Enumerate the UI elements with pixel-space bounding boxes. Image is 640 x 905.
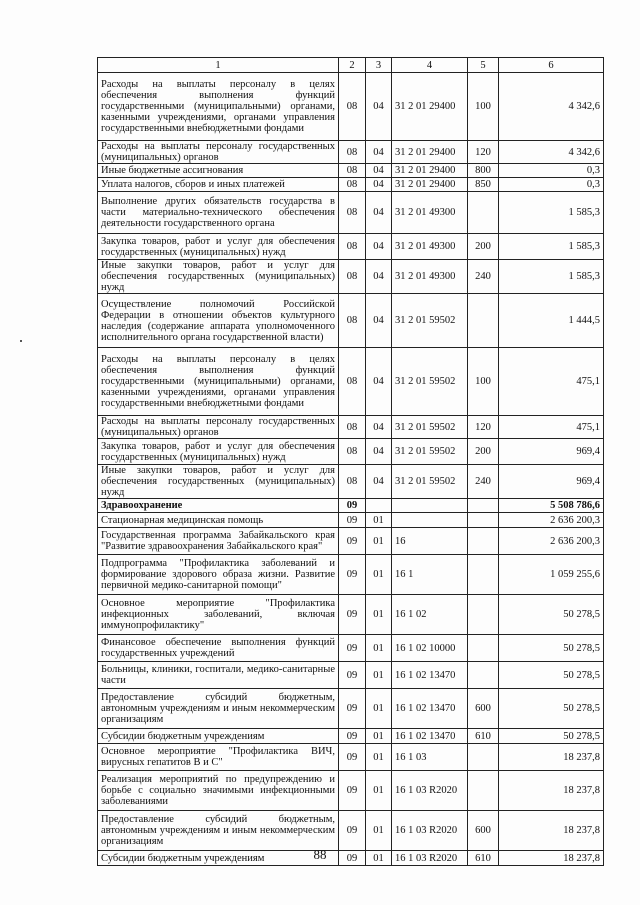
row-subsection-cell: 04 bbox=[366, 164, 392, 178]
row-section-cell: 08 bbox=[339, 465, 366, 499]
row-amount-cell: 2 636 200,3 bbox=[499, 513, 604, 528]
header-col-3: 3 bbox=[366, 58, 392, 73]
budget-table bbox=[97, 57, 604, 866]
table-row bbox=[98, 178, 604, 192]
scan-artifact bbox=[20, 340, 22, 342]
row-expense-type-cell bbox=[468, 595, 499, 635]
row-section-cell: 09 bbox=[339, 851, 366, 866]
row-amount-cell: 475,1 bbox=[499, 348, 604, 416]
header-col-6: 6 bbox=[499, 58, 604, 73]
row-expense-type-cell bbox=[468, 555, 499, 595]
row-section-cell: 09 bbox=[339, 771, 366, 811]
table-row bbox=[98, 689, 604, 729]
row-amount-cell: 50 278,5 bbox=[499, 729, 604, 744]
row-target-article-cell: 31 2 01 59502 bbox=[392, 348, 468, 416]
row-name-cell: Государственная программа Забайкальского края "Развитие здравоохранения Забайкальского края" bbox=[98, 528, 339, 555]
row-target-article-cell: 16 1 03 R2020 bbox=[392, 771, 468, 811]
header-col-4: 4 bbox=[392, 58, 468, 73]
row-section-cell: 08 bbox=[339, 234, 366, 260]
row-subsection-cell: 01 bbox=[366, 851, 392, 866]
table-row bbox=[98, 73, 604, 141]
row-section-cell: 09 bbox=[339, 595, 366, 635]
row-amount-cell: 1 059 255,6 bbox=[499, 555, 604, 595]
table-row bbox=[98, 811, 604, 851]
row-name-cell: Закупка товаров, работ и услуг для обеспечения государственных (муниципальных) нужд bbox=[98, 234, 339, 260]
row-target-article-cell: 16 1 02 10000 bbox=[392, 635, 468, 662]
row-subsection-cell: 04 bbox=[366, 416, 392, 439]
row-name-cell: Стационарная медицинская помощь bbox=[98, 513, 339, 528]
row-target-article-cell: 16 1 03 R2020 bbox=[392, 851, 468, 866]
row-expense-type-cell bbox=[468, 528, 499, 555]
row-subsection-cell: 01 bbox=[366, 528, 392, 555]
row-expense-type-cell: 610 bbox=[468, 851, 499, 866]
row-name-cell: Расходы на выплаты персоналу в целях обеспечения выполнения функций государственными (муниципальными) органами, казенными учреждениями, органами управления государственными внебюджетными фондами bbox=[98, 348, 339, 416]
row-target-article-cell: 31 2 01 59502 bbox=[392, 294, 468, 348]
row-amount-cell: 969,4 bbox=[499, 465, 604, 499]
row-expense-type-cell bbox=[468, 294, 499, 348]
row-target-article-cell: 31 2 01 29400 bbox=[392, 141, 468, 164]
row-target-article-cell: 16 bbox=[392, 528, 468, 555]
row-target-article-cell: 31 2 01 49300 bbox=[392, 234, 468, 260]
row-expense-type-cell: 240 bbox=[468, 260, 499, 294]
row-target-article-cell: 31 2 01 29400 bbox=[392, 178, 468, 192]
row-expense-type-cell bbox=[468, 499, 499, 513]
row-target-article-cell: 16 1 02 bbox=[392, 595, 468, 635]
header-col-1: 1 bbox=[98, 58, 339, 73]
row-amount-cell: 18 237,8 bbox=[499, 744, 604, 771]
row-section-cell: 09 bbox=[339, 662, 366, 689]
row-name-cell: Уплата налогов, сборов и иных платежей bbox=[98, 178, 339, 192]
row-amount-cell: 18 237,8 bbox=[499, 851, 604, 866]
row-subsection-cell: 01 bbox=[366, 555, 392, 595]
row-subsection-cell: 04 bbox=[366, 73, 392, 141]
row-section-cell: 08 bbox=[339, 439, 366, 465]
row-section-cell: 08 bbox=[339, 178, 366, 192]
row-expense-type-cell bbox=[468, 635, 499, 662]
row-expense-type-cell: 600 bbox=[468, 811, 499, 851]
table-row bbox=[98, 555, 604, 595]
row-amount-cell: 50 278,5 bbox=[499, 595, 604, 635]
table-row bbox=[98, 192, 604, 234]
row-expense-type-cell bbox=[468, 771, 499, 811]
table-row bbox=[98, 465, 604, 499]
row-name-cell: Расходы на выплаты персоналу в целях обеспечения выполнения функций государственными (муниципальными) органами, казенными учреждениями, органами управления государственными внебюджетными фондами bbox=[98, 73, 339, 141]
table-row bbox=[98, 416, 604, 439]
row-subsection-cell: 01 bbox=[366, 662, 392, 689]
row-section-cell: 09 bbox=[339, 729, 366, 744]
row-name-cell: Здравоохранение bbox=[98, 499, 339, 513]
row-subsection-cell: 01 bbox=[366, 513, 392, 528]
row-name-cell: Субсидии бюджетным учреждениям bbox=[98, 729, 339, 744]
row-section-cell: 08 bbox=[339, 294, 366, 348]
row-subsection-cell: 01 bbox=[366, 635, 392, 662]
row-subsection-cell: 04 bbox=[366, 465, 392, 499]
row-subsection-cell bbox=[366, 499, 392, 513]
row-name-cell: Реализация мероприятий по предупреждению и борьбе с социально значимыми инфекционными заболеваниями bbox=[98, 771, 339, 811]
row-target-article-cell bbox=[392, 513, 468, 528]
row-target-article-cell: 31 2 01 59502 bbox=[392, 439, 468, 465]
row-amount-cell: 1 444,5 bbox=[499, 294, 604, 348]
table-row bbox=[98, 499, 604, 513]
table-row bbox=[98, 595, 604, 635]
row-expense-type-cell: 100 bbox=[468, 348, 499, 416]
row-section-cell: 09 bbox=[339, 513, 366, 528]
row-name-cell: Финансовое обеспечение выполнения функций государственных учреждений bbox=[98, 635, 339, 662]
row-target-article-cell: 31 2 01 49300 bbox=[392, 260, 468, 294]
row-target-article-cell: 31 2 01 29400 bbox=[392, 73, 468, 141]
row-section-cell: 09 bbox=[339, 689, 366, 729]
row-section-cell: 08 bbox=[339, 73, 366, 141]
row-amount-cell: 475,1 bbox=[499, 416, 604, 439]
row-name-cell: Иные закупки товаров, работ и услуг для обеспечения государственных (муниципальных) нужд bbox=[98, 260, 339, 294]
row-subsection-cell: 04 bbox=[366, 192, 392, 234]
row-name-cell: Предоставление субсидий бюджетным, автономным учреждениям и иным некоммерческим организациям bbox=[98, 811, 339, 851]
row-subsection-cell: 04 bbox=[366, 439, 392, 465]
row-name-cell: Предоставление субсидий бюджетным, автономным учреждениям и иным некоммерческим организациям bbox=[98, 689, 339, 729]
header-col-2: 2 bbox=[339, 58, 366, 73]
row-name-cell: Иные бюджетные ассигнования bbox=[98, 164, 339, 178]
row-amount-cell: 5 508 786,6 bbox=[499, 499, 604, 513]
row-amount-cell: 969,4 bbox=[499, 439, 604, 465]
row-name-cell: Больницы, клиники, госпитали, медико-санитарные части bbox=[98, 662, 339, 689]
row-expense-type-cell: 240 bbox=[468, 465, 499, 499]
row-name-cell: Осуществление полномочий Российской Федерации в отношении объектов культурного наследия (содержание аппарата уполномоченного исполнительного органа государственной власти) bbox=[98, 294, 339, 348]
row-subsection-cell: 04 bbox=[366, 234, 392, 260]
row-expense-type-cell: 800 bbox=[468, 164, 499, 178]
row-expense-type-cell: 100 bbox=[468, 73, 499, 141]
row-subsection-cell: 01 bbox=[366, 595, 392, 635]
table-row bbox=[98, 234, 604, 260]
row-expense-type-cell: 120 bbox=[468, 416, 499, 439]
row-section-cell: 08 bbox=[339, 260, 366, 294]
row-expense-type-cell bbox=[468, 744, 499, 771]
row-amount-cell: 18 237,8 bbox=[499, 811, 604, 851]
row-amount-cell: 1 585,3 bbox=[499, 192, 604, 234]
row-expense-type-cell: 600 bbox=[468, 689, 499, 729]
row-amount-cell: 18 237,8 bbox=[499, 771, 604, 811]
row-section-cell: 09 bbox=[339, 555, 366, 595]
row-target-article-cell: 31 2 01 29400 bbox=[392, 164, 468, 178]
row-section-cell: 08 bbox=[339, 416, 366, 439]
row-subsection-cell: 01 bbox=[366, 771, 392, 811]
row-amount-cell: 4 342,6 bbox=[499, 73, 604, 141]
row-target-article-cell: 16 1 bbox=[392, 555, 468, 595]
table-row bbox=[98, 294, 604, 348]
table-row bbox=[98, 513, 604, 528]
row-target-article-cell: 16 1 03 bbox=[392, 744, 468, 771]
row-subsection-cell: 01 bbox=[366, 729, 392, 744]
row-name-cell: Расходы на выплаты персоналу государственных (муниципальных) органов bbox=[98, 141, 339, 164]
row-subsection-cell: 04 bbox=[366, 348, 392, 416]
row-target-article-cell: 31 2 01 59502 bbox=[392, 465, 468, 499]
row-amount-cell: 4 342,6 bbox=[499, 141, 604, 164]
row-name-cell: Основное мероприятие "Профилактика ВИЧ, вирусных гепатитов В и С" bbox=[98, 744, 339, 771]
row-name-cell: Основное мероприятие "Профилактика инфекционных заболеваний, включая иммунопрофилактику" bbox=[98, 595, 339, 635]
row-expense-type-cell: 850 bbox=[468, 178, 499, 192]
row-expense-type-cell bbox=[468, 662, 499, 689]
row-subsection-cell: 04 bbox=[366, 294, 392, 348]
row-section-cell: 09 bbox=[339, 811, 366, 851]
row-section-cell: 08 bbox=[339, 192, 366, 234]
row-section-cell: 09 bbox=[339, 528, 366, 555]
row-subsection-cell: 04 bbox=[366, 178, 392, 192]
table-row bbox=[98, 439, 604, 465]
row-target-article-cell: 16 1 02 13470 bbox=[392, 729, 468, 744]
row-expense-type-cell bbox=[468, 192, 499, 234]
table-body bbox=[98, 73, 604, 866]
row-name-cell: Иные закупки товаров, работ и услуг для обеспечения государственных (муниципальных) нужд bbox=[98, 465, 339, 499]
row-target-article-cell bbox=[392, 499, 468, 513]
row-expense-type-cell: 200 bbox=[468, 439, 499, 465]
row-target-article-cell: 16 1 03 R2020 bbox=[392, 811, 468, 851]
row-section-cell: 08 bbox=[339, 164, 366, 178]
row-expense-type-cell: 610 bbox=[468, 729, 499, 744]
row-name-cell: Расходы на выплаты персоналу государственных (муниципальных) органов bbox=[98, 416, 339, 439]
row-expense-type-cell: 120 bbox=[468, 141, 499, 164]
row-amount-cell: 1 585,3 bbox=[499, 234, 604, 260]
row-section-cell: 09 bbox=[339, 744, 366, 771]
row-section-cell: 09 bbox=[339, 499, 366, 513]
row-expense-type-cell: 200 bbox=[468, 234, 499, 260]
table-row bbox=[98, 260, 604, 294]
row-expense-type-cell bbox=[468, 513, 499, 528]
row-amount-cell: 50 278,5 bbox=[499, 635, 604, 662]
table-row bbox=[98, 528, 604, 555]
table-row bbox=[98, 164, 604, 178]
table-row bbox=[98, 662, 604, 689]
row-subsection-cell: 01 bbox=[366, 689, 392, 729]
row-amount-cell: 50 278,5 bbox=[499, 689, 604, 729]
row-subsection-cell: 01 bbox=[366, 744, 392, 771]
table-row bbox=[98, 729, 604, 744]
table-row bbox=[98, 771, 604, 811]
row-amount-cell: 0,3 bbox=[499, 164, 604, 178]
table-row bbox=[98, 635, 604, 662]
row-name-cell: Подпрограмма "Профилактика заболеваний и формирование здорового образа жизни. Развитие первичной медико-санитарной помощи" bbox=[98, 555, 339, 595]
header-col-5: 5 bbox=[468, 58, 499, 73]
row-amount-cell: 50 278,5 bbox=[499, 662, 604, 689]
row-name-cell: Субсидии бюджетным учреждениям bbox=[98, 851, 339, 866]
row-target-article-cell: 31 2 01 59502 bbox=[392, 416, 468, 439]
row-subsection-cell: 01 bbox=[366, 811, 392, 851]
table-header-row bbox=[98, 58, 604, 73]
page-number: 88 bbox=[313, 847, 327, 862]
row-name-cell: Выполнение других обязательств государства в части материально-технического обеспечения деятельности государственного органа bbox=[98, 192, 339, 234]
row-name-cell: Закупка товаров, работ и услуг для обеспечения государственных (муниципальных) нужд bbox=[98, 439, 339, 465]
row-section-cell: 08 bbox=[339, 141, 366, 164]
row-amount-cell: 0,3 bbox=[499, 178, 604, 192]
table-row bbox=[98, 141, 604, 164]
table-row bbox=[98, 744, 604, 771]
row-subsection-cell: 04 bbox=[366, 260, 392, 294]
row-section-cell: 09 bbox=[339, 635, 366, 662]
row-target-article-cell: 16 1 02 13470 bbox=[392, 689, 468, 729]
table-row bbox=[98, 348, 604, 416]
row-target-article-cell: 31 2 01 49300 bbox=[392, 192, 468, 234]
row-amount-cell: 2 636 200,3 bbox=[499, 528, 604, 555]
row-target-article-cell: 16 1 02 13470 bbox=[392, 662, 468, 689]
row-section-cell: 08 bbox=[339, 348, 366, 416]
row-subsection-cell: 04 bbox=[366, 141, 392, 164]
row-amount-cell: 1 585,3 bbox=[499, 260, 604, 294]
